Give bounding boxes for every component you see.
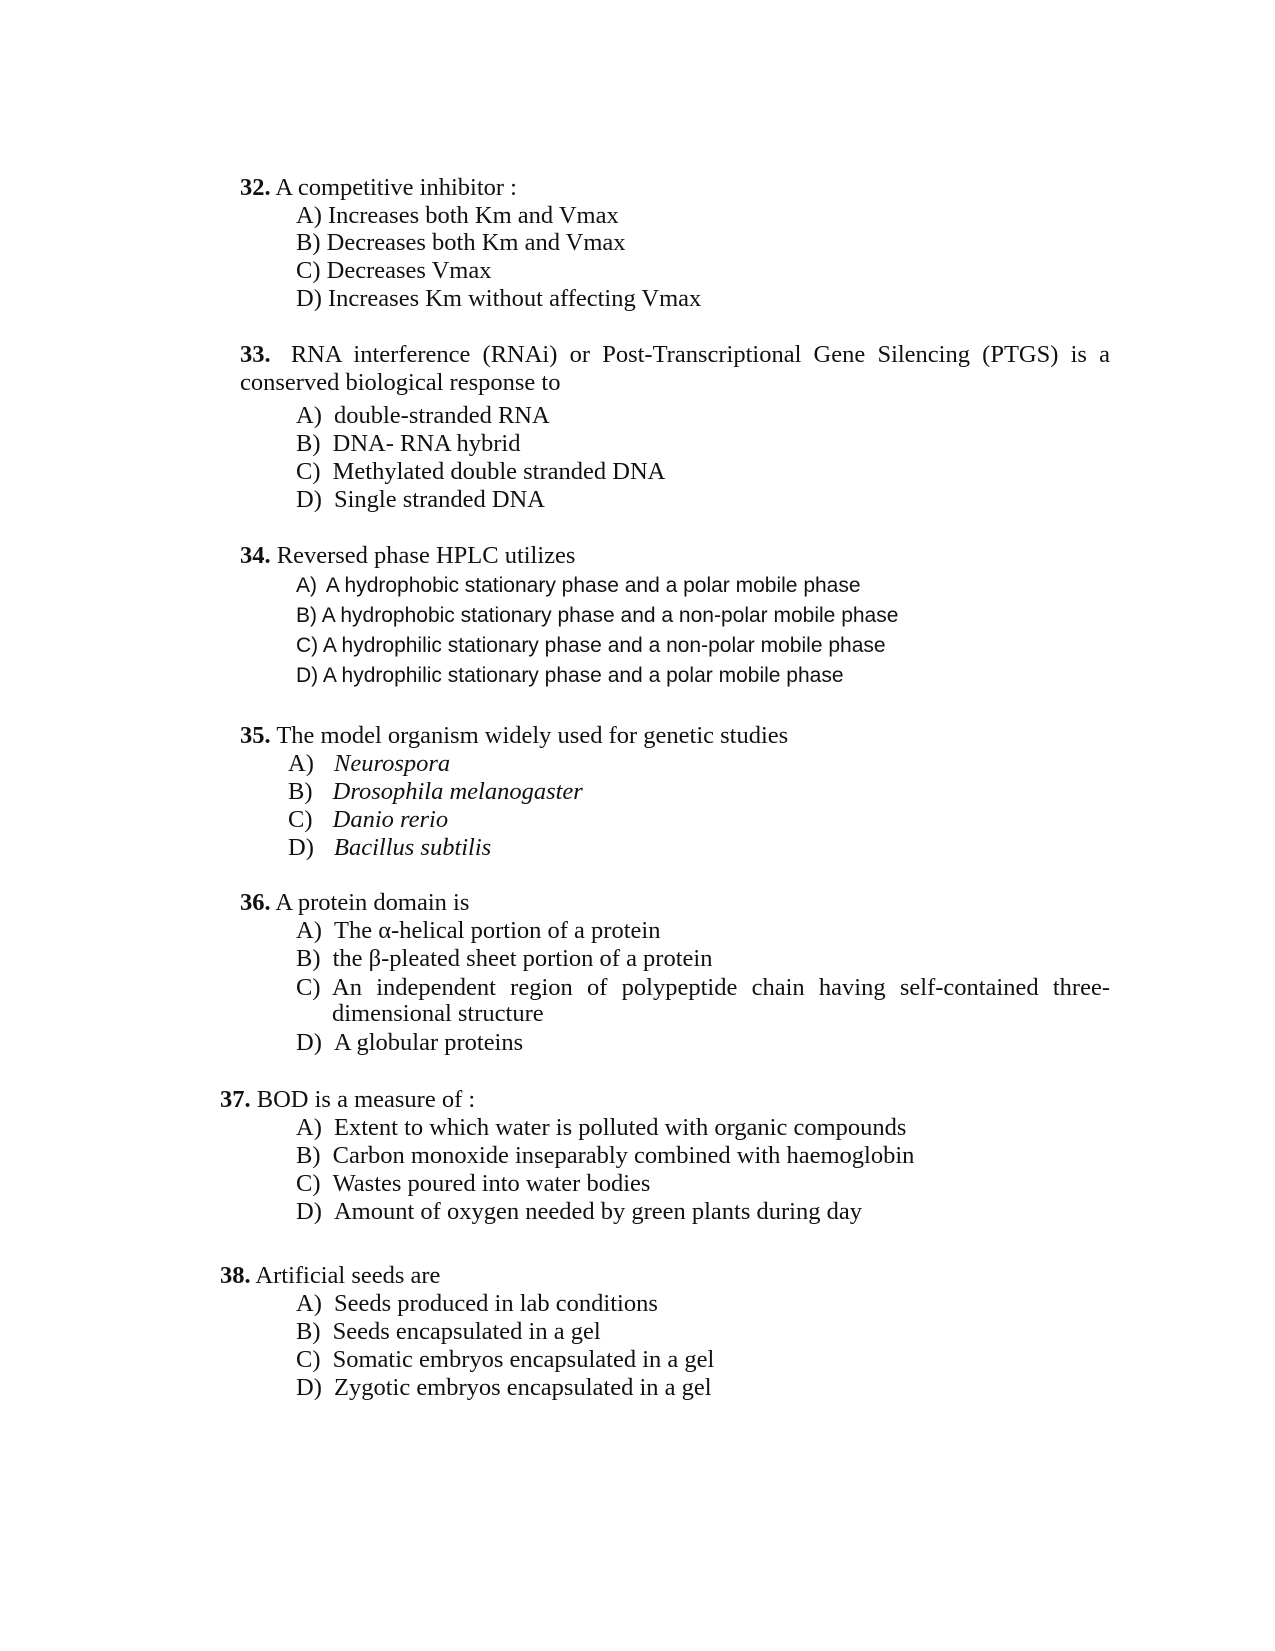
question-number: 38.	[220, 1262, 251, 1289]
question-stem: A protein domain is	[275, 889, 470, 916]
option-d: D) Amount of oxygen needed by green plants during day	[296, 1198, 862, 1225]
option-b: B) Carbon monoxide inseparably combined with haemoglobin	[296, 1142, 915, 1169]
option-a: A) Increases both Km and Vmax	[296, 202, 619, 229]
option-c: C) Danio rerio	[288, 806, 449, 833]
option-a: A) A hydrophobic stationary phase and a polar mobile phase	[296, 574, 861, 597]
question-stem: BOD is a measure of :	[256, 1086, 476, 1113]
option-d: D) Zygotic embryos encapsulated in a gel	[296, 1374, 712, 1401]
option-c: C) A hydrophilic stationary phase and a non-polar mobile phase	[296, 634, 886, 657]
option-d: D) Bacillus subtilis	[288, 834, 492, 861]
question-number: 35.	[240, 722, 271, 749]
option-a: A) double-stranded RNA	[296, 402, 550, 429]
option-d: D) Single stranded DNA	[296, 486, 545, 513]
option-b: B) A hydrophobic stationary phase and a non-polar mobile phase	[296, 604, 899, 627]
option-d: D) Increases Km without affecting Vmax	[296, 285, 702, 312]
option-d: D) A globular proteins	[296, 1029, 524, 1056]
option-b: B) Drosophila melanogaster	[288, 778, 583, 805]
option-c: C) Decreases Vmax	[296, 257, 492, 284]
option-c: C) Methylated double stranded DNA	[296, 458, 666, 485]
question-stem: Reversed phase HPLC utilizes	[276, 542, 576, 569]
option-b: B) Decreases both Km and Vmax	[296, 229, 626, 256]
option-a: A) Seeds produced in lab conditions	[296, 1290, 658, 1317]
option-a: A) Neurospora	[288, 750, 451, 777]
question-stem: The model organism widely used for genetic studies	[276, 722, 789, 749]
option-d: D) A hydrophilic stationary phase and a polar mobile phase	[296, 664, 844, 687]
question-number: 37.	[220, 1086, 251, 1113]
option-c: C) Wastes poured into water bodies	[296, 1170, 651, 1197]
question-stem: Artificial seeds are	[255, 1262, 441, 1289]
option-c: C) Somatic embryos encapsulated in a gel	[296, 1346, 715, 1373]
option-b: B) Seeds encapsulated in a gel	[296, 1318, 601, 1345]
question-stem: A competitive inhibitor :	[275, 174, 517, 201]
option-a: A) Extent to which water is polluted with organic compounds	[296, 1114, 907, 1141]
question-stem: RNA interference (RNAi) or Post-Transcriptional Gene Silencing (PTGS) is a conserved biological response to	[240, 341, 1111, 396]
option-b: B) the β-pleated sheet portion of a protein	[296, 945, 713, 972]
option-c: C) An independent region of polypeptide chain having self-contained three-dimensional structure	[296, 974, 1110, 1027]
question-number: 32.	[240, 174, 271, 201]
option-b: B) DNA- RNA hybrid	[296, 430, 521, 457]
question-number: 33.	[240, 341, 271, 368]
question-number: 34.	[240, 542, 271, 569]
option-a: A) The α-helical portion of a protein	[296, 917, 661, 944]
question-number: 36.	[240, 889, 271, 916]
